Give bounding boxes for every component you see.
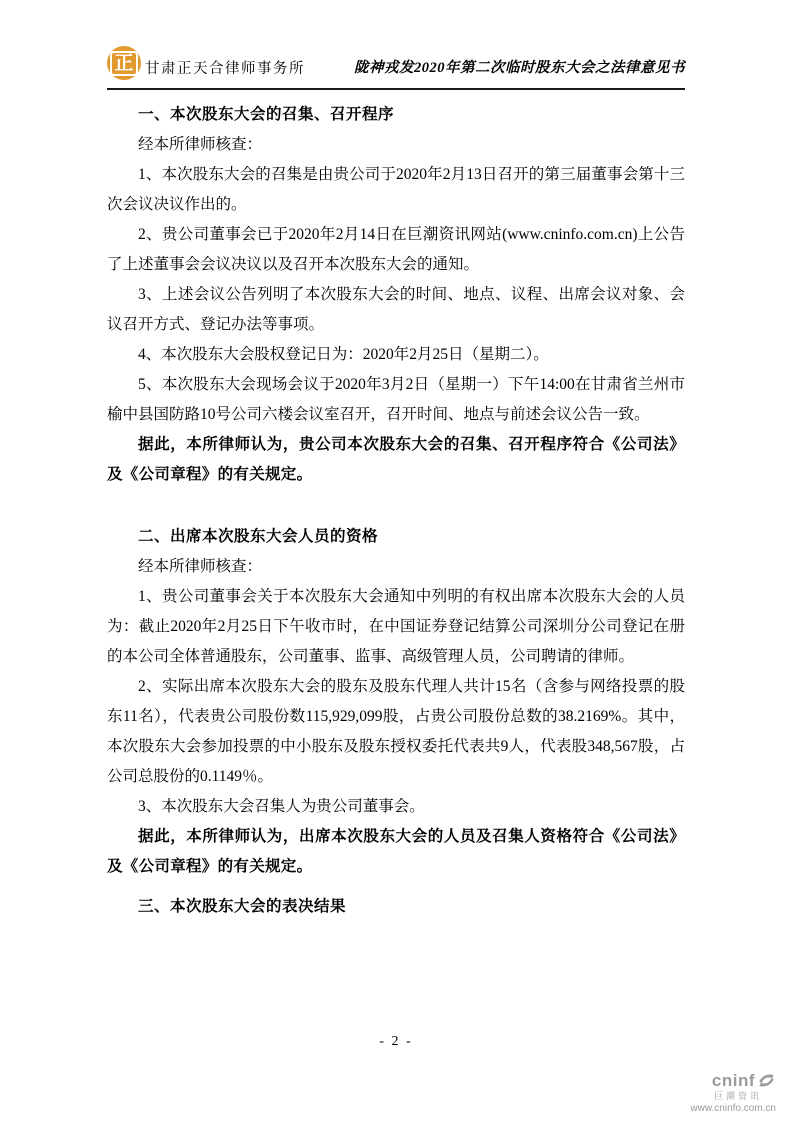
lawyer-opinion-paragraph: 据此，本所律师认为，贵公司本次股东大会的召集、召开程序符合《公司法》及《公司章程》的有关规定。 xyxy=(107,436,685,483)
section-heading: 三、本次股东大会的表决结果 xyxy=(138,898,347,915)
section-attendee-qualification xyxy=(107,522,685,882)
page-number: - 2 - xyxy=(379,1034,413,1049)
paragraph: 3、上述会议公告列明了本次股东大会的时间、地点、议程、出席会议对象、会议召开方式、登记办法等事项。 xyxy=(107,286,685,333)
paragraph: 3、本次股东大会召集人为贵公司董事会。 xyxy=(138,798,425,815)
cninfo-watermark xyxy=(690,1071,776,1114)
page-header xyxy=(107,46,685,90)
firm-name: 甘肃正天合律师事务所 xyxy=(145,61,305,77)
cninfo-logo-row xyxy=(690,1071,776,1091)
document-title: 陇神戎发2020年第二次临时股东大会之法律意见书 xyxy=(354,60,685,76)
paragraph: 5、本次股东大会现场会议于2020年3月2日（星期一）下午14:00在甘肃省兰州市榆中县国防路10号公司六楼会议室召开，召开时间、地点与前述会议公告一致。 xyxy=(107,376,685,423)
section-convening-procedure xyxy=(107,100,685,490)
paragraph: 4、本次股东大会股权登记日为：2020年2月25日（星期二）。 xyxy=(138,346,549,363)
paragraph: 经本所律师核查： xyxy=(138,136,263,153)
cninfo-brand-cn: 巨潮资讯 xyxy=(713,1091,762,1102)
section-heading: 一、本次股东大会的召集、召开程序 xyxy=(138,106,395,123)
document-body xyxy=(107,90,685,922)
law-firm-logo-icon xyxy=(107,46,141,80)
cninfo-url: www.cninfo.com.cn xyxy=(690,1102,776,1114)
cninfo-swirl-icon xyxy=(757,1071,776,1090)
section-voting-results xyxy=(107,892,685,922)
firm-identity xyxy=(107,46,305,80)
logo-character: 正 xyxy=(110,51,137,76)
cninfo-logo-text: cninf xyxy=(711,1070,755,1090)
section-heading: 二、出席本次股东大会人员的资格 xyxy=(138,528,379,545)
paragraph: 2、贵公司董事会已于2020年2月14日在巨潮资讯网站(www.cninfo.com.cn)上公告了上述董事会会议决议以及召开本次股东大会的通知。 xyxy=(107,226,685,273)
paragraph: 经本所律师核查： xyxy=(138,558,263,575)
paragraph: 1、本次股东大会的召集是由贵公司于2020年2月13日召开的第三届董事会第十三次会议决议作出的。 xyxy=(107,166,685,213)
paragraph: 2、实际出席本次股东大会的股东及股东代理人共计15名（含参与网络投票的股东11名），代表贵公司股份数115,929,099股，占贵公司股份总数的38.2169%。其中，本次股东大会参加投票的中小股东及股东授权委托代表共9人，代表股348,567股，占公司总股份的0.1149％。 xyxy=(107,678,685,785)
lawyer-opinion-paragraph: 据此，本所律师认为，出席本次股东大会的人员及召集人资格符合《公司法》及《公司章程》的有关规定。 xyxy=(107,828,685,875)
paragraph: 1、贵公司董事会关于本次股东大会通知中列明的有权出席本次股东大会的人员为：截止2020年2月25日下午收市时，在中国证券登记结算公司深圳分公司登记在册的本公司全体普通股东，公司董事、监事、高级管理人员，公司聘请的律师。 xyxy=(107,588,685,665)
